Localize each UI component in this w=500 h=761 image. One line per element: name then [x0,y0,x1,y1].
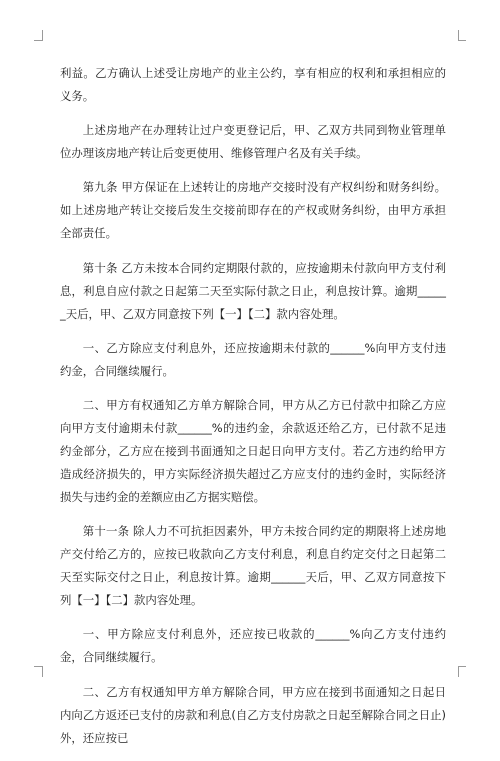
paragraph-article-10-clause-1: 一、乙方除应支付利息外，还应按逾期未付款的______%向甲方支付违约金，合同继续履行。 [60,340,446,378]
crop-mark-top-left-vertical [42,30,43,41]
crop-mark-top-right-horizontal [458,40,466,41]
crop-mark-bottom-left-horizontal [34,666,42,667]
crop-mark-top-right-vertical [458,30,459,41]
paragraph-continuation: 利益。乙方确认上述受让房地产的业主公约，享有相应的权利和承担相应的义务。 [60,66,446,103]
crop-mark-bottom-left-vertical [42,666,43,677]
paragraph-article-11-clause-1: 一、甲方除应支付利息外，还应按已收款的______%向乙方支付违约金，合同继续履行。 [60,627,446,665]
paragraph-article-11: 第十一条 除人力不可抗拒因素外，甲方未按合同约定的期限将上述房地产交付给乙方的，应按已收款向乙方支付利息，利息自约定交付之日起第二天至实际交付之日止，利息按计算。逾期______天后，甲、乙双方同意按下列【一】【二】款内容处理。 [60,524,446,608]
paragraph-article-9: 第九条 甲方保证在上述转让的房地产交接时没有产权纠纷和财务纠纷。如上述房地产转让交接后发生交接前即存在的产权或财务纠纷，由甲方承担全部责任。 [60,180,446,241]
crop-mark-top-left-horizontal [34,40,42,41]
document-body [60,62,446,761]
paragraph-transfer-procedures: 上述房地产在办理转让过户变更登记后，甲、乙双方共同到物业管理单位办理该房地产转让后变更使用、维修管理户名及有关手续。 [60,123,446,161]
paragraph-article-10: 第十条 乙方未按本合同约定期限付款的，应按逾期未付款向甲方支付利息，利息自应付款之日起第二天至实际付款之日止，利息按计算。逾期______天后，甲、乙双方同意按下列【一】【二】款内容处理。 [60,260,446,321]
paragraph-article-11-clause-2: 二、乙方有权通知甲方单方解除合同，甲方应在接到书面通知之日起日内向乙方返还已支付的房款和利息(自乙方支付房款之日起至解除合同之日止)外，还应按已 [60,684,446,745]
crop-mark-bottom-right-vertical [458,666,459,677]
crop-mark-bottom-right-horizontal [458,666,466,667]
paragraph-article-10-clause-2: 二、甲方有权通知乙方单方解除合同，甲方从乙方已付款中扣除乙方应向甲方支付逾期未付款______%的违约金，余款返还给乙方，已付款不足违约金部分，乙方应在接到书面通知之日起日向甲方支付。若乙方违约给甲方造成经济损失的，甲方实际经济损失超过乙方应支付的违约金时，实际经济损失与违约金的差额应由乙方据实赔偿。 [60,397,446,504]
